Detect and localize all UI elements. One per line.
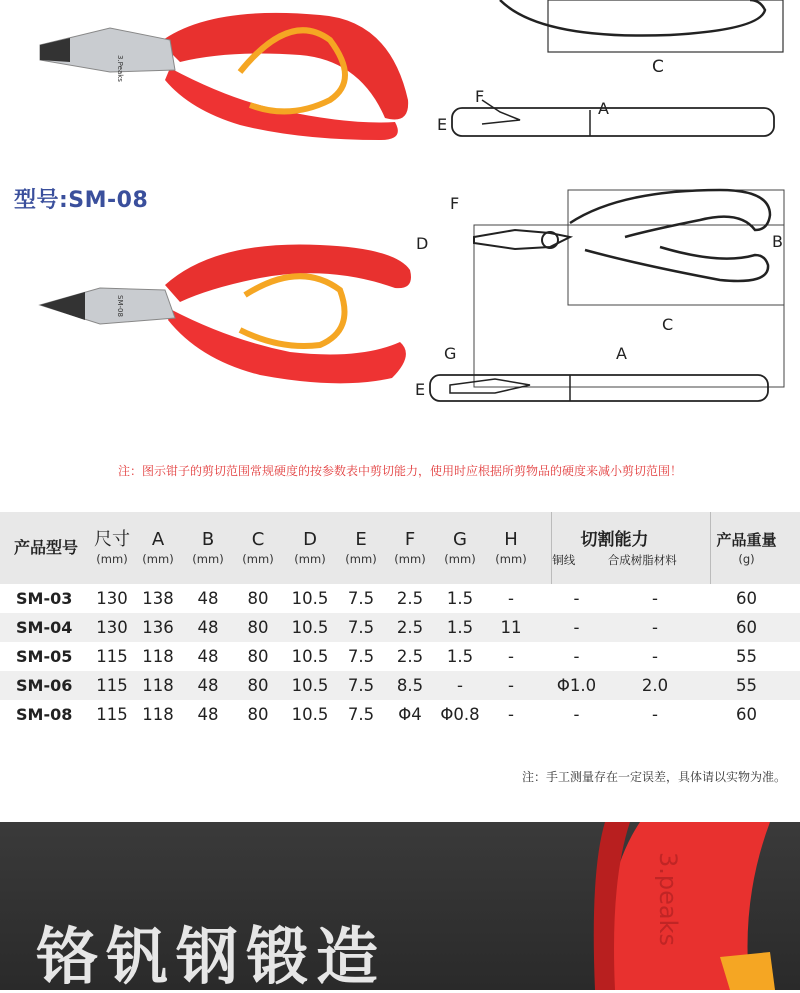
table-cell: -: [617, 613, 693, 642]
table-cell: 80: [247, 647, 269, 666]
label-c-mid: C: [662, 315, 674, 334]
table-cell: 115: [96, 705, 128, 724]
table-row: [0, 584, 800, 613]
header-copper-wire: 铜线: [552, 553, 576, 567]
cutting-range-note: 注：图示钳子的剪切范围常规硬度的按参数表中剪切能力，使用时应根据所剪物品的硬度来减小剪切范围！: [117, 464, 682, 478]
header-h: H (mm): [486, 512, 536, 584]
table-cell: -: [508, 647, 514, 666]
jaw-side: [450, 379, 530, 393]
pliers-photo-top: [0, 0, 420, 150]
table-cell: 118: [142, 647, 174, 666]
label-d-mid: D: [416, 234, 429, 253]
table-cell: 7.5: [336, 613, 386, 642]
table-cell: Φ0.8: [440, 705, 480, 724]
table-cell: 10.5: [291, 705, 329, 724]
table-cell: 7.5: [347, 705, 375, 724]
table-cell: 138: [142, 589, 174, 608]
pliers-photo-sm08: [0, 220, 420, 400]
table-cell: 115: [92, 671, 132, 700]
table-cell: 7.5: [336, 671, 386, 700]
table-cell: 1.5: [446, 647, 474, 666]
table-cell: -: [652, 705, 658, 724]
header-size: 尺寸 (mm): [92, 512, 132, 584]
table-cell: 48: [197, 589, 219, 608]
table-cell: 48: [197, 705, 219, 724]
spring: [240, 276, 345, 346]
table-cell: 10.5: [291, 589, 329, 608]
header-g: G (mm): [434, 512, 486, 584]
label-g-mid: G: [444, 344, 457, 363]
table-cell: -: [652, 647, 658, 666]
header-divider: [710, 512, 711, 584]
table-cell: 1.5: [446, 589, 474, 608]
table-body: [0, 584, 800, 729]
table-cell: 136: [132, 613, 184, 642]
label-a-top: A: [598, 99, 609, 118]
label-a-mid: A: [616, 344, 627, 363]
dim-box: [548, 0, 783, 52]
table-cell: 80: [232, 671, 284, 700]
table-row: [0, 613, 800, 642]
table-cell: 2.5: [396, 589, 424, 608]
table-cell: -: [536, 613, 617, 642]
table-cell: 7.5: [347, 647, 375, 666]
handle-print: 3.Peaks: [116, 55, 124, 82]
table-row: [0, 642, 800, 671]
model-cell: SM-04: [0, 613, 92, 642]
tech-drawing-sm08: [415, 185, 800, 415]
table-row: [0, 671, 800, 700]
label-e-top: E: [437, 115, 448, 134]
header-weight: 产品重量 (g): [693, 512, 800, 584]
table-cell: 55: [693, 671, 800, 700]
header-resin: 合成树脂材料: [607, 553, 677, 567]
handle-closeup: [520, 822, 800, 990]
pivot: [542, 232, 558, 248]
table-cell: -: [573, 705, 580, 724]
table-cell: -: [486, 671, 536, 700]
table-cell: 10.5: [291, 647, 329, 666]
table-cell: 7.5: [347, 589, 375, 608]
label-c-top: C: [652, 57, 664, 77]
table-cell: 10.5: [284, 613, 336, 642]
table-cell: 48: [184, 671, 232, 700]
header-cut-capacity: 切割能力 铜线 合成树脂材料: [536, 512, 693, 584]
handle-top: [570, 190, 770, 237]
handle-upper: [165, 245, 411, 303]
measurement-note: 注：手工测量存在一定误差，具体请以实物为准。: [521, 770, 786, 784]
table-cell: 11: [486, 613, 536, 642]
table-cell: 48: [197, 647, 219, 666]
header-d: D (mm): [284, 512, 336, 584]
model-cell: SM-05: [16, 647, 73, 666]
table-cell: 2.5: [386, 613, 434, 642]
model-cell: SM-06: [0, 671, 92, 700]
table-cell: 60: [736, 705, 757, 724]
spec-table: [0, 512, 800, 729]
label-f-top: F: [475, 87, 485, 106]
table-header-row: [0, 512, 800, 584]
header-model: 产品型号: [0, 512, 92, 584]
table-cell: Φ4: [398, 705, 422, 724]
brand-emboss: 3.peaks: [654, 852, 682, 947]
header-b: B (mm): [184, 512, 232, 584]
table-cell: 2.0: [617, 671, 693, 700]
table-cell: 80: [247, 589, 269, 608]
label-e-mid: E: [415, 380, 426, 399]
table-cell: 8.5: [386, 671, 434, 700]
header-c: C (mm): [232, 512, 284, 584]
table-cell: -: [434, 671, 486, 700]
side-view: [430, 375, 768, 401]
table-cell: -: [508, 589, 514, 608]
feature-banner: [0, 822, 800, 993]
table-cell: 48: [184, 613, 232, 642]
table-cell: 118: [142, 705, 174, 724]
handle-bottom: [585, 247, 768, 281]
table-cell: 80: [247, 705, 269, 724]
header-divider: [551, 512, 552, 584]
table-cell: 80: [232, 613, 284, 642]
tech-drawing-top: [420, 0, 800, 150]
model-cell: SM-08: [16, 705, 73, 724]
banner-title: 铬钒钢锻造: [36, 920, 387, 993]
table-cell: -: [508, 705, 514, 724]
table-cell: 55: [736, 647, 757, 666]
table-cell: 60: [736, 589, 757, 608]
header-e: E (mm): [336, 512, 386, 584]
table-cell: -: [573, 589, 580, 608]
header-f: F (mm): [386, 512, 434, 584]
handle-print: SM-08: [116, 295, 124, 317]
header-a: A (mm): [132, 512, 184, 584]
label-f-mid: F: [450, 194, 460, 213]
table-cell: 10.5: [284, 671, 336, 700]
table-row: [0, 700, 800, 729]
handle-outline: [500, 0, 765, 36]
model-cell: SM-03: [16, 589, 73, 608]
table-cell: 1.5: [434, 613, 486, 642]
label-b-mid: B: [772, 232, 783, 251]
table-cell: 118: [132, 671, 184, 700]
table-cell: -: [573, 647, 580, 666]
table-cell: 115: [96, 647, 128, 666]
jaw-tip: [40, 292, 85, 320]
jaw-tip: [40, 38, 70, 62]
table-cell: -: [652, 589, 658, 608]
table-cell: 2.5: [396, 647, 424, 666]
table-cell: 130: [96, 589, 128, 608]
table-cell: Φ1.0: [536, 671, 617, 700]
table-cell: 130: [92, 613, 132, 642]
jaw-side: [482, 100, 520, 124]
model-title: 型号:SM-08: [14, 188, 149, 213]
table-cell: 60: [693, 613, 800, 642]
